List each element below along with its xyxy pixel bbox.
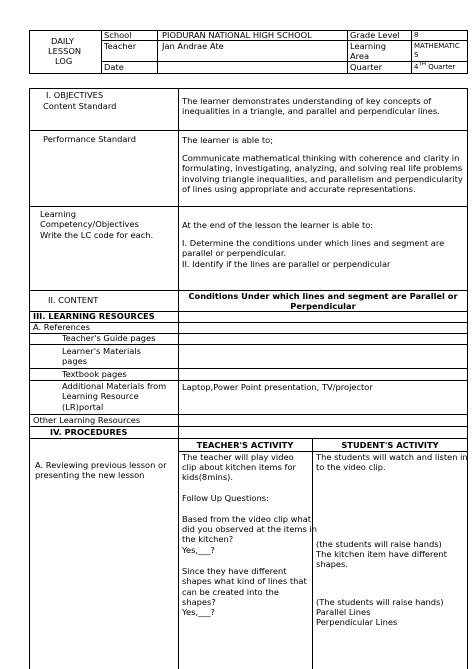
teacher-activity-line: The teacher will play video [182,452,294,462]
student-activity-line: shapes. [316,559,348,569]
teacher-activity-line: shapes what kind of lines that [182,576,307,586]
date-label: Date [104,62,124,72]
student-activity-line: (The students will raise hands) [316,597,444,607]
references-label: A. References [33,322,90,332]
row-divider [29,322,468,323]
objectives-heading: I. OBJECTIVES [46,90,104,100]
student-activity-line: Parallel Lines [316,607,371,617]
learning-area-label-line: Area [350,51,370,61]
teacher-activity-line: Based from the video clip what [182,514,312,524]
teacher-value: Jan Andrae Ate [162,41,224,51]
learning-area-label-line: Learning [350,41,387,51]
grade-level-value: 8 [414,31,419,39]
content-heading: II. CONTENT [48,295,99,305]
row-divider [29,344,468,345]
student-activity-line: (the students will raise hands) [316,539,442,549]
teacher-activity-line: clip about kitchen items for [182,462,296,472]
header-border-bottom [29,73,468,74]
learners-materials-label-line: Learner's Materials [62,346,141,356]
performance-standard-text: Communicate mathematical thinking with coherence and clarity in formulating, investigating, analyzing, and solving real life problems involving triangle inequalities, and parallelism and perpendicularity of lines using appropriate and accurate representations. [182,153,463,195]
table-column-divider [178,88,179,669]
dll-title-line: LOG [55,56,73,66]
performance-standard-label: Performance Standard [43,134,136,144]
competency-note: Write the LC code for each. [40,230,154,240]
other-resources-label: Other Learning Resources [33,415,141,425]
header-divider [101,30,102,74]
competency-item: I. Determine the conditions under which lines and segment are parallel or perpendicular. [182,238,445,259]
quarter-value [414,62,455,72]
teacher-activity-line: can be created into the [182,587,279,597]
header-divider [157,30,158,74]
teacher-activity-line: Follow Up Questions: [182,493,269,503]
content-standard-label: Content Standard [43,101,117,111]
student-activity-line: The kitchen item have different [316,549,447,559]
competency-label-line: Learning [40,209,77,219]
header-divider [411,30,412,74]
school-value: PIODURAN NATIONAL HIGH SCHOOL [162,30,312,40]
header-divider [347,30,348,74]
teacher-activity-line: the kitchen? [182,534,234,544]
additional-materials-value: Laptop,Power Point presentation, TV/projector [182,382,373,392]
quarter-word: Quarter [428,63,456,71]
learners-materials-label-line: pages [62,356,88,366]
student-activity-line: to the video clip. [316,462,386,472]
teacher-activity-line: did you observed at the items in [182,524,317,534]
student-activity-header: STUDENT'S ACTIVITY [341,440,439,450]
additional-materials-label-line: Additional Materials from [62,381,167,391]
step-a-label: A. Reviewing previous lesson or presenting the new lesson [35,460,167,481]
quarter-number: 4 [414,63,419,71]
student-activity-line: Perpendicular Lines [316,617,398,627]
procedures-heading: IV. PROCEDURES [50,427,128,437]
dll-title-line: DAILY [51,36,74,46]
content-standard-text: The learner demonstrates understanding of key concepts of inequalities in a triangle, and parallel and perpendicular lines. [182,96,440,117]
table-border-left [29,88,30,669]
table-border-top [29,88,468,89]
competency-item: II. Identify if the lines are parallel or perpendicular [182,259,391,269]
content-value: Conditions Under which lines and segment are Parallel or Perpendicular [188,291,458,312]
table-border-right [467,88,468,669]
school-label: School [104,30,132,40]
teacher-activity-header: TEACHER'S ACTIVITY [196,440,294,450]
additional-materials-label-line: Learning Resource [62,391,139,401]
competency-intro: At the end of the lesson the learner is able to: [182,220,374,230]
teacher-activity-line: shapes? [182,597,216,607]
resources-heading: III. LEARNING RESOURCES [33,311,155,321]
textbook-label: Textbook pages [62,369,127,379]
row-divider [29,206,468,207]
student-activity-line: The students will watch and listen in [316,452,468,462]
teachers-guide-label: Teacher's Guide pages [62,333,156,343]
teacher-activity-line: Yes,___? [182,607,215,617]
header-border-left [29,30,30,74]
header-row-divider [101,61,467,62]
quarter-label: Quarter [350,62,383,72]
teacher-label: Teacher [104,41,137,51]
learning-area-value-line: MATHEMATIC [414,42,460,50]
grade-level-label: Grade Level [350,30,400,40]
row-divider [29,130,468,131]
learning-area-value-line: S [414,51,419,59]
dll-title-line: LESSON [48,46,82,56]
competency-label-line: Competency/Objectives [40,219,139,229]
teacher-activity-line: kids(8mins). [182,472,234,482]
header-border-right [467,30,468,74]
teacher-activity-line: Since they have different [182,566,287,576]
additional-materials-label-line: (LR)portal [62,402,104,412]
row-divider [29,438,468,439]
quarter-suffix: TH [418,61,426,68]
performance-intro: The learner is able to; [182,135,274,145]
teacher-activity-line: Yes,___? [182,545,215,555]
activity-column-divider [312,438,313,669]
